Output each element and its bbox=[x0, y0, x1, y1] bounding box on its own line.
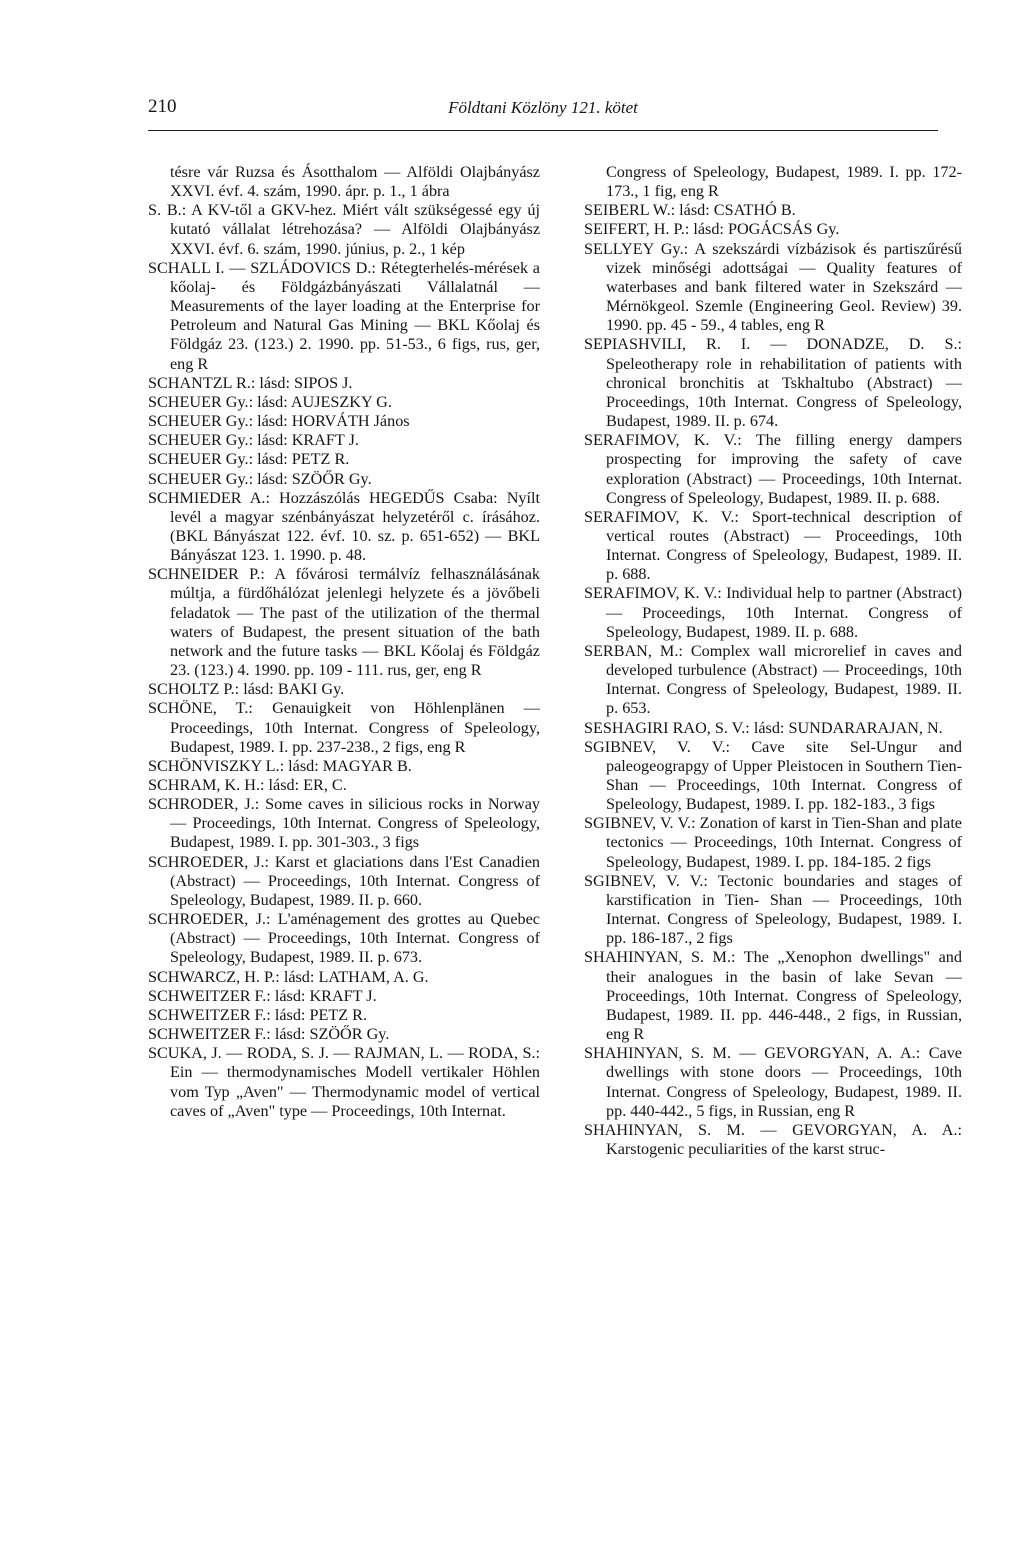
bibliography-entry: SGIBNEV, V. V.: Cave site Sel-Ungur and paleogeograpgy of Upper Pleistocen in Southern Tien-Shan — Proceedings, 10th Internat. Congress of Speleology, Budapest, 1989. I. pp. 182-183., 3 figs bbox=[584, 737, 962, 814]
bibliography-entry: SCHEUER Gy.: lásd: SZÖŐR Gy. bbox=[148, 469, 372, 488]
bibliography-entry: SCHALL I. — SZLÁDOVICS D.: Rétegterhelés-mérések a kőolaj- és Földgázbányászati Vállalatnál — Measurements of the layer loading at the Enterprise for Petroleum and Natural Gas Mining — BKL Kőolaj és Földgáz 23. (123.) 2. 1990. pp. 51-53., 6 figs, rus, ger, eng R bbox=[148, 258, 540, 373]
bibliography-entry: SCHEUER Gy.: lásd: KRAFT J. bbox=[148, 431, 359, 450]
bibliography-entry: SCHWEITZER F.: lásd: KRAFT J. bbox=[148, 986, 377, 1005]
bibliography-entry: SCHWARCZ, H. P.: lásd: LATHAM, A. G. bbox=[148, 967, 429, 986]
bibliography-entry: SHAHINYAN, S. M. — GEVORGYAN, A. A.: Cave dwellings with stone doors — Proceedings, 10th Internat. Congress of Speleology, Budapest, 1989. II. pp. 440-442., 5 figs, in Russian, eng R bbox=[584, 1044, 962, 1120]
bibliography-entry: SCHÖNVISZKY L.: lásd: MAGYAR B. bbox=[148, 756, 412, 775]
bibliography-entry: SCHEUER Gy.: lásd: AUJESZKY G. bbox=[148, 392, 392, 411]
bibliography-entry: SEIBERL W.: lásd: CSATHÓ B. bbox=[584, 201, 796, 220]
bibliography-entry: Congress of Speleology, Budapest, 1989. I. pp. 172-173., 1 fig, eng R bbox=[606, 163, 962, 201]
bibliography-entry: SCHRAM, K. H.: lásd: ER, C. bbox=[148, 776, 347, 794]
page-number: 210 bbox=[148, 96, 177, 117]
bibliography-entry: SCHEUER Gy.: lásd: PETZ R. bbox=[148, 450, 350, 469]
bibliography-entry: SCHWEITZER F.: lásd: PETZ R. bbox=[148, 1005, 368, 1024]
journal-title: Földtani Közlöny 121. kötet bbox=[448, 98, 638, 117]
bibliography-entry: SCHÖNE, T.: Genauigkeit von Höhlenplänen — Proceedings, 10th Internat. Congress of Speleology, Budapest, 1989. I. pp. 237-238., 2 figs, eng R bbox=[148, 699, 540, 756]
page-header bbox=[148, 96, 938, 126]
bibliography-entry: SCHANTZL R.: lásd: SIPOS J. bbox=[148, 373, 353, 392]
bibliography-entry: SGIBNEV, V. V.: Tectonic boundaries and stages of karstification in Tien- Shan — Proceedings, 10th Internat. Congress of Speleology, Budapest, 1989. I. pp. 186-187., 2 figs bbox=[584, 871, 962, 948]
header-rule bbox=[148, 130, 938, 131]
bibliography-entry: SGIBNEV, V. V.: Zonation of karst in Tien-Shan and plate tectonics — Proceedings, 10th Internat. Congress of Speleology, Budapest, 1989. I. pp. 184-185. 2 figs bbox=[584, 814, 962, 871]
right-column bbox=[584, 163, 962, 1159]
bibliography-entry: SERBAN, M.: Complex wall microrelief in caves and developed turbulence (Abstract) — Proceedings, 10th Internat. Congress of Speleology, Budapest, 1989. II. p. 653. bbox=[584, 641, 962, 718]
bibliography-entry: SHAHINYAN, S. M. — GEVORGYAN, A. A.: Karstogenic peculiarities of the karst struc- bbox=[584, 1120, 962, 1158]
bibliography-entry: SESHAGIRI RAO, S. V.: lásd: SUNDARARAJAN, N. bbox=[584, 718, 943, 737]
left-column bbox=[148, 163, 540, 1121]
bibliography-entry: SCHRODER, J.: Some caves in silicious rocks in Norway — Proceedings, 10th Internat. Congress of Speleology, Budapest, 1989. I. pp. 301-303., 3 figs bbox=[148, 795, 540, 852]
bibliography-entry: SCHMIEDER A.: Hozzászólás HEGEDŰS Csaba: Nyílt levél a magyar szénbányászat helyzetéről c. írásához. (BKL Bányászat 122. évf. 10. sz. p. 651-652) — BKL Bányászat 123. 1. 1990. p. 48. bbox=[148, 488, 540, 565]
bibliography-entry: SCHROEDER, J.: Karst et glaciations dans l'Est Canadien (Abstract) — Proceedings, 10th Internat. Congress of Speleology, Budapest, 1989. II. p. 660. bbox=[148, 852, 540, 909]
bibliography-entry: SCHEUER Gy.: lásd: HORVÁTH János bbox=[148, 412, 410, 431]
bibliography-entry: SCHOLTZ P.: lásd: BAKI Gy. bbox=[148, 680, 345, 699]
bibliography-entry: SHAHINYAN, S. M.: The „Xenophon dwellings" and their analogues in the basin of lake Sevan — Proceedings, 10th Internat. Congress of Speleology, Budapest, 1989. II. pp. 446-448., 2 figs, in Russian, eng R bbox=[584, 948, 962, 1044]
bibliography-entry: SCUKA, J. — RODA, S. J. — RAJMAN, L. — RODA, S.: Ein — thermodynamisches Modell vertikaler Höhlen vom Typ „Aven" — Thermodynamic model of vertical caves of „Aven" type — Proceedings, 10th Internat. bbox=[148, 1044, 540, 1120]
bibliography-entry: SERAFIMOV, K. V.: The filling energy dampers prospecting for improving the safety of cave exploration (Abstract) — Proceedings, 10th Internat. Congress of Speleology, Budapest, 1989. II. p. 688. bbox=[584, 431, 962, 507]
bibliography-entry: SCHNEIDER P.: A fővárosi termálvíz felhasználásának múltja, a fürdőhálózat jelenlegi helyzete és a jövőbeli feladatok — The past of the utilization of the thermal waters of Budapest, the present situation of the bath network and the future tasks — BKL Kőolaj és Földgáz 23. (123.) 4. 1990. pp. 109 - 111. rus, ger, eng R bbox=[148, 565, 540, 680]
bibliography-entry: SCHROEDER, J.: L'aménagement des grottes au Quebec (Abstract) — Proceedings, 10th Internat. Congress of Speleology, Budapest, 1989. II. p. 673. bbox=[148, 910, 540, 967]
bibliography-entry: SEIFERT, H. P.: lásd: POGÁCSÁS Gy. bbox=[584, 220, 840, 239]
bibliography-entry: SCHWEITZER F.: lásd: SZÖŐR Gy. bbox=[148, 1025, 390, 1044]
bibliography-entry: SERAFIMOV, K. V.: Sport-technical description of vertical routes (Abstract) — Proceedings, 10th Internat. Congress of Speleology, Budapest, 1989. II. p. 688. bbox=[584, 507, 962, 584]
bibliography-entry: SERAFIMOV, K. V.: Individual help to partner (Abstract) — Proceedings, 10th Internat. Congress of Speleology, Budapest, 1989. II. p. 688. bbox=[584, 584, 962, 641]
bibliography-entry: SELLYEY Gy.: A szekszárdi vízbázisok és partiszűrésű vizek minőségi adottságai — Quality features of waterbases and bank filtered water in Szekszárd — Mérnökgeol. Szemle (Engineering Geol. Review) 39. 1990. pp. 45 - 59., 4 tables, eng R bbox=[584, 239, 962, 335]
bibliography-entry: SEPIASHVILI, R. I. — DONADZE, D. S.: Speleotherapy role in rehabilitation of patients with chronical bronchitis at Tskhaltubo (Abstract) — Proceedings, 10th Internat. Congress of Speleology, Budapest, 1989. II. p. 674. bbox=[584, 335, 962, 431]
bibliography-entry: S. B.: A KV-től a GKV-hez. Miért vált szükségessé egy új kutató vállalat létrehozása? — Alföldi Olajbányász XXVI. évf. 6. szám, 1990. június, p. 2., 1 kép bbox=[148, 201, 540, 258]
bibliography-entry: tésre vár Ruzsa és Ásotthalom — Alföldi Olajbányász XXVI. évf. 4. szám, 1990. ápr. p. 1., 1 ábra bbox=[170, 163, 540, 201]
